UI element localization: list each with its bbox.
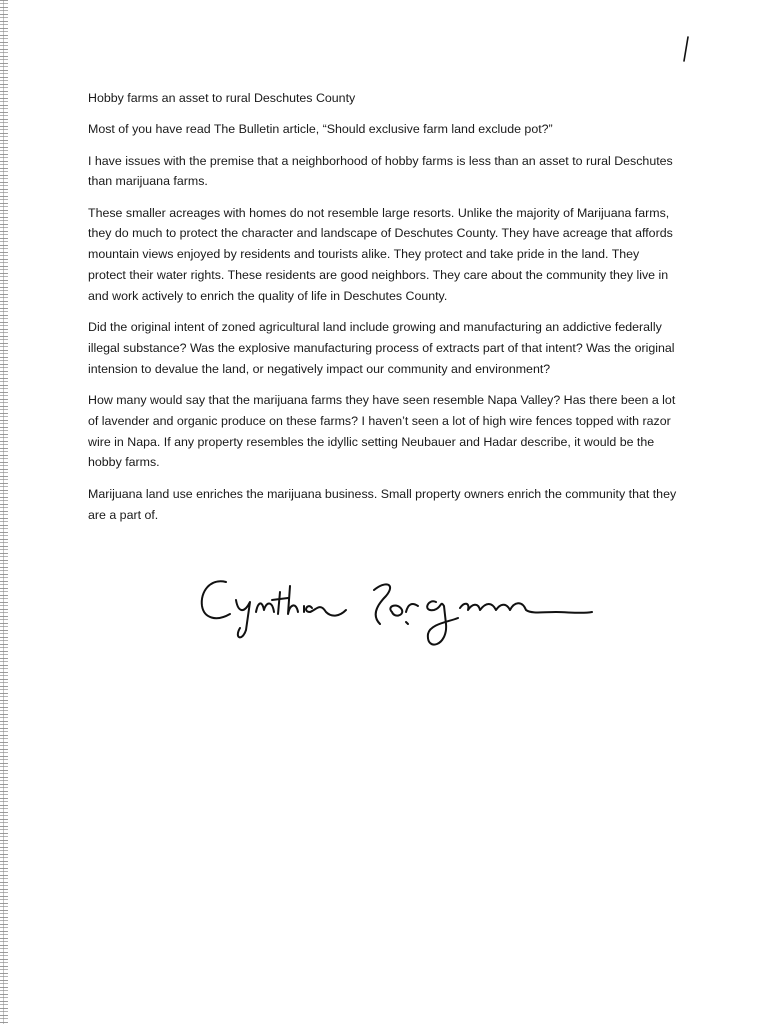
scan-edge bbox=[0, 0, 8, 1024]
letter-body bbox=[88, 88, 678, 536]
letter-paragraph: Did the original intent of zoned agricultural land include growing and manufacturing an addictive federally illegal substance? Was the explosive manufacturing process of extracts part of that intent? Was the original intension to devalue the land, or negatively impact our community and environment? bbox=[88, 320, 675, 376]
letter-paragraph: Most of you have read The Bulletin article, “Should exclusive farm land exclude pot?” bbox=[88, 122, 553, 137]
scan-edge-line bbox=[3, 0, 4, 1024]
letter-paragraph: Marijuana land use enriches the marijuana business. Small property owners enrich the community that they are a part of. bbox=[88, 486, 677, 522]
letter-paragraph: How many would say that the marijuana farms they have seen resemble Napa Valley? Has there been a lot of lavender and organic produce on these farms? I haven’t seen a lot of high wire fences topped with razor wire in Napa. If any property resembles the idyllic setting Neubauer and Hadar describe, it would be the hobby farms. bbox=[88, 393, 676, 470]
page-mark bbox=[680, 36, 692, 62]
letter-paragraph: I have issues with the premise that a neighborhood of hobby farms is less than an asset to rural Deschutes than marijuana farms. bbox=[88, 153, 673, 189]
letter-title: Hobby farms an asset to rural Deschutes County bbox=[88, 91, 356, 105]
handwritten-signature bbox=[196, 572, 596, 658]
letter-paragraph: These smaller acreages with homes do not resemble large resorts. Unlike the majority of Marijuana farms, they do much to protect the character and landscape of Deschutes County. They have acreage that affords mountain views enjoyed by residents and tourists alike. They protect and take pride in the land. They protect their water rights. These residents are good neighbors. They care about the community they live in and work actively to enrich the quality of life in Deschutes County. bbox=[88, 205, 673, 303]
